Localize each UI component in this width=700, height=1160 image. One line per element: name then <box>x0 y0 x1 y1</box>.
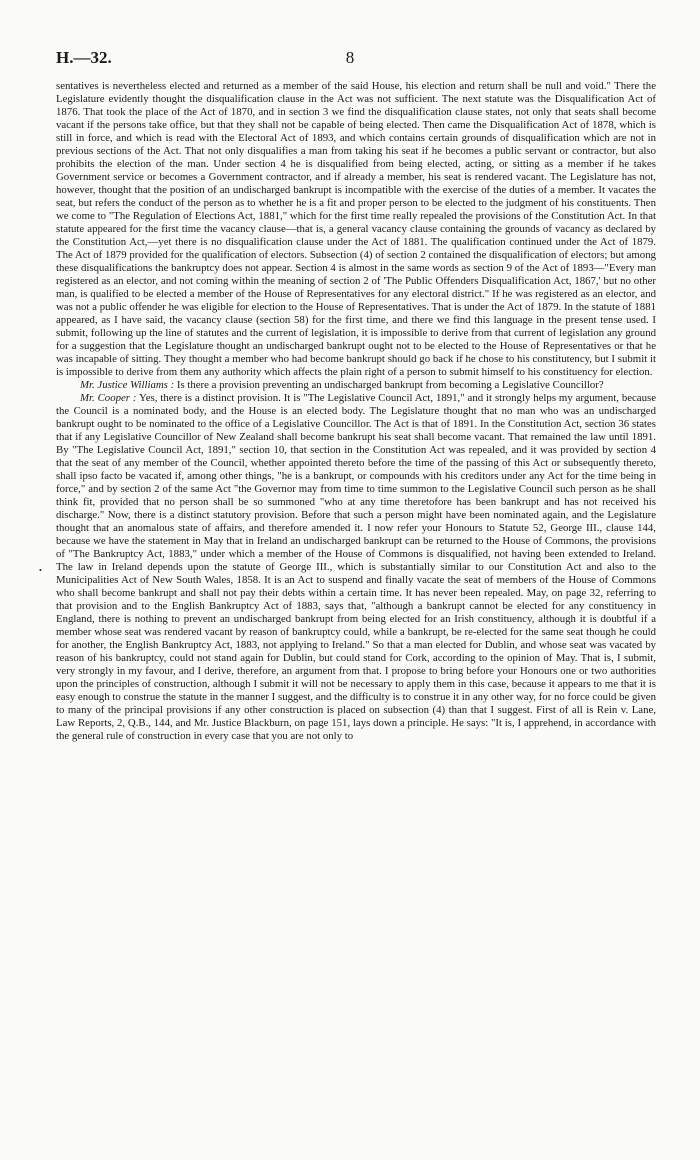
paragraph-text: sentatives is nevertheless elected and returned as a member of the said House, his election and return shall be null and void." There the Legislature evidently thought the disqualification clause in the Act was not sufficient. The next statute was the Disqualification Act of 1876. That took the place of the Act of 1870, and in section 3 we find the disqualification clause states, not only that seats shall become vacant if the persons take office, but that they shall not be capable of being elected. Then came the Disqualification Act of 1878, which is still in force, and which is read with the Electoral Act of 1893, and which contains certain grounds of disqualification which are not in previous sections of the Act. That not only disqualifies a man from taking his seat if he becomes a public servant or contractor, but also prohibits the election of the man. Under section 4 he is disqualified from being elected, acting, or sitting as a member if he takes Government service or becomes a Government contractor, and if already a member, his seat is rendered vacant. The Legislature has not, however, thought that the position of an undischarged bankrupt is incompatible with the exercise of the duties of a member. It vacates the seat, but refers the conduct of the person as to whether he is a fit and proper person to be elected to the judgment of his constituents. Then we come to "The Regulation of Elections Act, 1881," which for the first time really repealed the provisions of the Constitution Act. In that statute appeared for the first time the vacancy clause—that is, a general vacancy clause containing the grounds of vacancy as declared by the Constitution Act,—yet there is no disqualification clause under the Act of 1881. The qualification continued under the Act of 1879. The Act of 1879 provided for the qualification of electors. Subsection (4) of section 2 contained the disqualification of electors; but among these disqualifications the bankruptcy does not appear. Section 4 is almost in the same words as section 9 of the Act of 1893—"Every man registered as an elector, and not coming within the meaning of section 2 of 'The Public Offenders Disqualification Act, 1867,' but no other man, is qualified to be elected a member of the House of Representatives for any electoral district." If he was registered as an elector, and was not a public offender he was eligible for election to the House of Representatives. That is under the Act of 1879. In the statute of 1881 appeared, as I have said, the vacancy clause (section 58) for the first time, and there we find this language in the present tense used. I submit, following up the line of statutes and the current of legislation, it is impossible to derive from that current of legislation any ground for a suggestion that the Legislature thought an undischarged bankrupt ought not to be elected to the House of Representatives or that he was incapable of sitting. They thought a member who had become bankrupt should go back if he chose to his constitutency, but I submit it is impossible to derive from them any authority which affects the plain right of a person to submit himself to his constituency for election. <box>56 80 656 378</box>
paragraph-text: Is there a provision preventing an undischarged bankrupt from becoming a Legislative Councillor? <box>176 379 604 391</box>
paragraph <box>56 392 656 743</box>
paragraph-text: Yes, there is a distinct provision. It is "The Legislative Council Act, 1891," and it strongly helps my argument, because the Council is a nominated body, and the House is an elected body. The Legislature thought that no man who was an undischarged bankrupt ought to be nominated to the office of a Legislative Councillor. The Act is that of 1891. In the Constitution Act, section 36 states that if any Legislative Councillor of New Zealand shall become bankrupt his seat shall become vacant. That remained the law until 1891. By "The Legislative Council Act, 1891," section 10, that section in the Constitution Act was repealed, and it was provided by section 4 that the seat of any member of the Council, whether appointed thereto before the time of the passing of this Act or subsequently thereto, shall ipso facto be vacated if, among other things, "he is a bankrupt, or compounds with his creditors under any Act for the time being in force," and by section 2 of the same Act "the Governor may from time to time summon to the Legislative Council such person as he shall think fit, provided that no person shall be so summoned "who at any time theretofore has been bankrupt and has not received his discharge." Now, there is a distinct statutory provision. Before that such a person might have been nominated again, and the Legislature thought that an anomalous state of affairs, and therefore amended it. I now refer your Honours to Statute 52, George III., clause 144, because we have the statement in May that in Ireland an undischarged bankrupt can be returned to the House of Commons, the provisions of "The Bankruptcy Act, 1883," under which a member of the House of Commons is disqualified, not having been extended to Ireland. The law in Ireland depends upon the statute of George III., which is substantially similar to our Constitution Act and also to the Municipalities Act of New South Wales, 1858. It is an Act to suspend and finally vacate the seat of members of the House of Commons who shall become bankrupt and shall not pay their debts within a certain time. It has never been repealed. May, on page 32, referring to that provision and to the English Bankruptcy Act of 1883, says that, "although a bankrupt cannot be elected for any constituency in England, there is nothing to prevent an undischarged bankrupt from being elected for an Irish constituency, although it is doubtful if a member whose seat was rendered vacant by reason of bankruptcy could, while a bankrupt, be re-elected for the same seat though he could for another, the English Bankruptcy Act, 1883, not applying to Ireland." So that a man elected for Dublin, and whose seat was vacated by reason of his bankruptcy, could not stand again for Dublin, but could stand for Cork, according to the opinion of May. That is, I submit, very strongly in my favour, and I derive, therefore, an argument from that. I propose to bring before your Honours one or two authorities upon the principles of construction, although I submit it will not be necessary to apply them in this case, because it appears to me that it is easy enough to construe the statute in the manner I suggest, and the difficulty is to construe it in any other way, for no force could be given to many of the principal provisions if any other construction is placed on subsection (4) than that I suggest. First of all is Rein v. Lane, Law Reports, 2, Q.B., 144, and Mr. Justice Blackburn, on page 151, lays down a principle. He says: "It is, I apprehend, in accordance with the general rule of construction in every case that you are not only to <box>56 392 656 742</box>
page-header <box>56 48 644 70</box>
speaker-name: Mr. Justice Williams : <box>80 379 175 391</box>
speaker-name: Mr. Cooper : <box>80 392 137 404</box>
page-number: 8 <box>345 48 355 67</box>
paragraph <box>56 80 656 379</box>
body-text <box>56 80 656 743</box>
margin-mark-icon: • <box>39 566 42 575</box>
document-code: H.—32. <box>56 48 112 67</box>
paragraph <box>56 379 656 392</box>
